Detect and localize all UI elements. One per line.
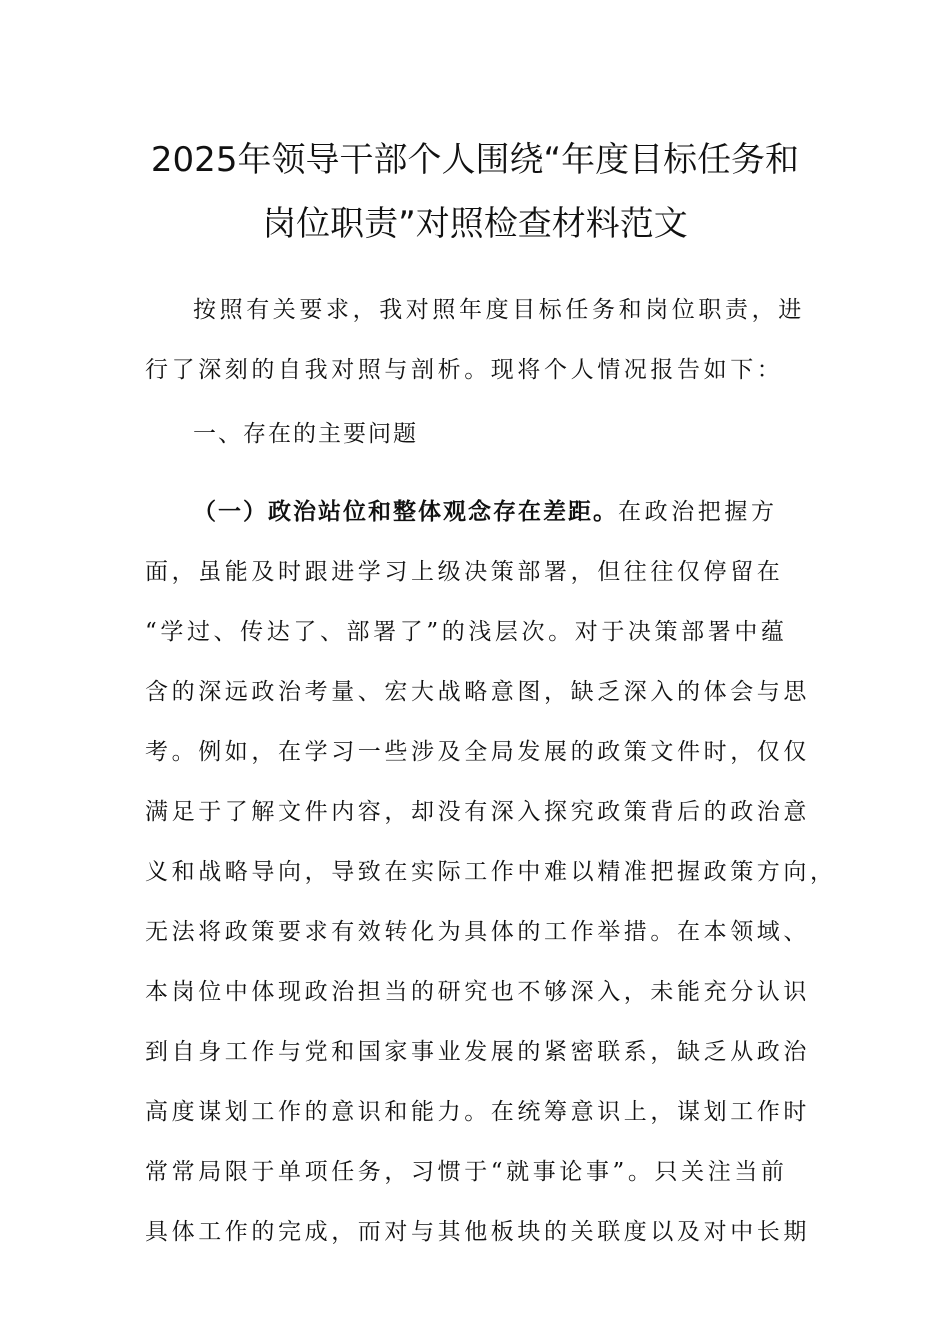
paragraph-line: 具体工作的完成，而对与其他板块的关联度以及对中长期 [145, 1219, 810, 1245]
paragraph-line: “学过、传达了、部署了”的浅层次。对于决策部署中蕴 [145, 619, 788, 645]
intro-paragraph [145, 280, 810, 400]
paragraph-lead-heading: （一）政治站位和整体观念存在差距。 [193, 499, 618, 525]
paragraph-political-stance [145, 482, 837, 1262]
section-heading-problems: 一、存在的主要问题 [193, 421, 418, 447]
paragraph-line: 常常局限于单项任务，习惯于“就事论事”。只关注当前 [145, 1159, 788, 1185]
paragraph-line: 无法将政策要求有效转化为具体的工作举措。在本领域、 [145, 919, 810, 945]
document-title [140, 128, 810, 256]
title-line-2: 岗位职责”对照检查材料范文 [262, 204, 688, 244]
paragraph-line: 高度谋划工作的意识和能力。在统筹意识上，谋划工作时 [145, 1099, 810, 1125]
paragraph-line: 含的深远政治考量、宏大战略意图，缺乏深入的体会与思 [145, 679, 810, 705]
intro-line-1: 按照有关要求，我对照年度目标任务和岗位职责，进 [193, 297, 805, 323]
paragraph-line: 本岗位中体现政治担当的研究也不够深入，未能充分认识 [145, 979, 810, 1005]
paragraph-line: 义和战略导向，导致在实际工作中难以精准把握政策方向， [145, 859, 837, 885]
intro-line-2: 行了深刻的自我对照与剖析。现将个人情况报告如下： [145, 357, 784, 383]
paragraph-line: 到自身工作与党和国家事业发展的紧密联系，缺乏从政治 [145, 1039, 810, 1065]
paragraph-line: 面，虽能及时跟进学习上级决策部署，但往往仅停留在 [145, 559, 784, 585]
paragraph-line: 考。例如，在学习一些涉及全局发展的政策文件时，仅仅 [145, 739, 810, 765]
paragraph-line: 满足于了解文件内容，却没有深入探究政策背后的政治意 [145, 799, 810, 825]
paragraph-first-line [145, 482, 810, 542]
title-line-1: 2025年领导干部个人围绕“年度目标任务和 [150, 140, 800, 180]
paragraph-first-line-rest: 在政治把握方 [618, 499, 778, 525]
